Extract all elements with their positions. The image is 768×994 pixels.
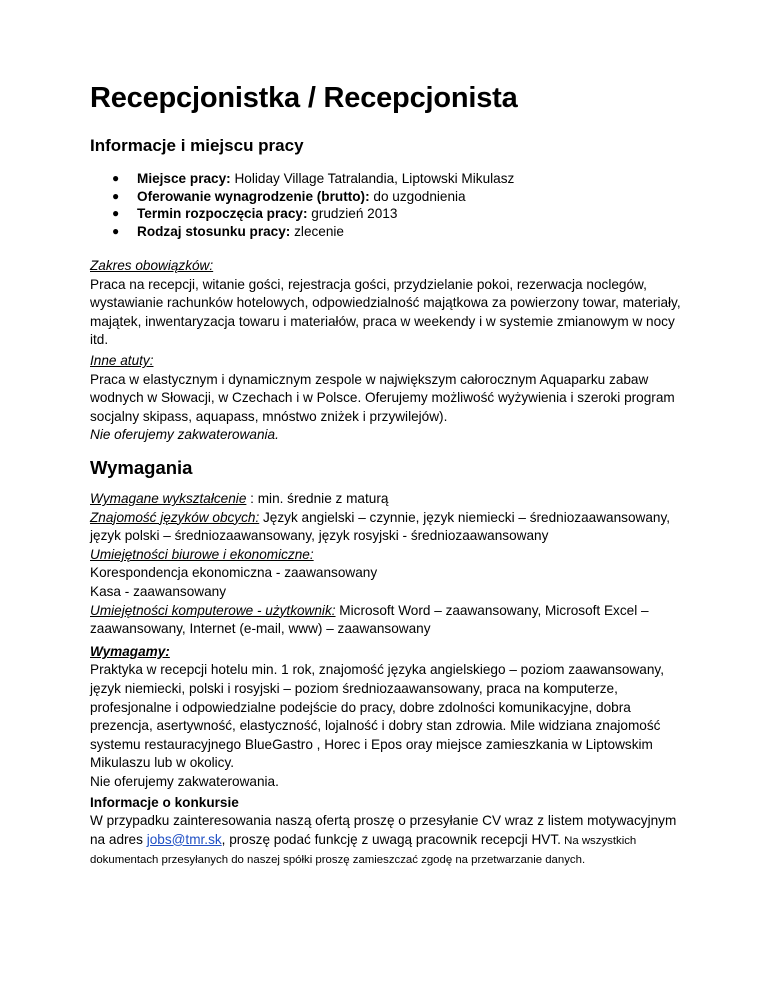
office-line-2: Kasa - zaawansowany bbox=[90, 583, 227, 599]
contest-small-text: Na wszystkich dokumentach przesyłanych do naszej spółki proszę zamieszczać zgodę na przetwarzanie danych. bbox=[90, 834, 637, 867]
bullet-icon: ● bbox=[112, 223, 120, 238]
bullet-icon: ● bbox=[112, 188, 120, 203]
info-label: Miejsce pracy: bbox=[137, 171, 231, 186]
info-list bbox=[90, 170, 514, 240]
list-item bbox=[90, 170, 514, 188]
languages-label: Znajomość języków obcych: bbox=[90, 509, 260, 525]
bullet-icon: ● bbox=[112, 206, 120, 220]
languages-line bbox=[90, 509, 690, 546]
duties-text: Praca na recepcji, witanie gości, rejestracja gości, przydzielanie pokoi, rezerwacja noclegów, wystawianie rachunków hotelowych, odpowiedzialność majątkowa za powierzony towar, materiały, majątek, inwentaryzacja towaru i materiałów, praca w weekendy i w systemie zmianowym w nocy itd. bbox=[90, 276, 681, 348]
required-text: Praktyka w recepcji hotelu min. 1 rok, znajomość języka angielskiego – poziom zaawansowany, język niemiecki, polski i rosyjski – poziom średniozaawansowany, praca na komputerze, profesjonalne i odpowiedzialne podejście do pracy, dobre zdolności komunikacyjne, dobra prezencja, asertywność, elastyczność, lojalność i dobry stan zdrowia. Mile widziana znajomość systemu restauracyjnego BlueGastro , Horec i Epos oray miejsce zamieszkania w Liptowskim Mikulaszu lub w okolicy. bbox=[90, 662, 664, 771]
requirements-block bbox=[90, 490, 690, 870]
section-heading-info: Informacje i miejscu pracy bbox=[90, 136, 304, 155]
info-value: Holiday Village Tatralandia, Liptowski Mikulasz bbox=[230, 171, 515, 186]
required-note: Nie oferujemy zakwaterowania. bbox=[90, 773, 279, 789]
section-heading-requirements: Wymagania bbox=[90, 457, 193, 478]
computer-line bbox=[90, 602, 690, 639]
duties-block bbox=[90, 257, 690, 350]
info-label: Termin rozpoczęcia pracy: bbox=[137, 206, 308, 221]
email-link[interactable]: jobs@tmr.sk bbox=[146, 831, 222, 847]
list-item bbox=[90, 223, 514, 241]
office-line-1: Korespondencja ekonomiczna - zaawansowany bbox=[90, 565, 378, 581]
info-label: Rodzaj stosunku pracy: bbox=[137, 223, 291, 239]
computer-value: Microsoft Word – zaawansowany, Microsoft Excel – zaawansowany, Internet (e-mail, www) – zaawansowany bbox=[90, 602, 649, 637]
bullet-icon: ● bbox=[112, 171, 120, 185]
education-value: : min. średnie z maturą bbox=[246, 491, 389, 506]
info-value: grudzień 2013 bbox=[307, 206, 398, 221]
info-label: Oferowanie wynagrodzenie (brutto): bbox=[137, 188, 370, 204]
assets-block bbox=[90, 352, 690, 445]
assets-text: Praca w elastycznym i dynamicznym zespole w największym całorocznym Aquaparku zabaw wodnych w Słowacji, w Czechach i w Polsce. Oferujemy możliwość wyżywienia i szeroki program socjalny skipass, aquapass, mnóstwo zniżek i przywilejów). bbox=[90, 371, 675, 424]
contest-heading: Informacje o konkursie bbox=[90, 794, 239, 810]
languages-value: Język angielski – czynnie, język niemiecki – średniozaawansowany, język polski – średniozaawansowany, język rosyjski - średniozaawansowany bbox=[90, 509, 671, 544]
computer-label: Umiejętności komputerowe - użytkownik: bbox=[90, 602, 336, 618]
contest-text-after: , proszę podać funkcję z uwagą pracownik recepcji HVT. bbox=[221, 831, 561, 847]
duties-label: Zakres obowiązków: bbox=[90, 258, 214, 273]
contest-text bbox=[90, 812, 690, 870]
education-label: Wymagane wykształcenie bbox=[90, 491, 247, 506]
page-title: Recepcjonistka / Recepcjonista bbox=[90, 82, 518, 114]
education-line bbox=[90, 490, 690, 509]
info-value: do uzgodnienia bbox=[369, 188, 466, 204]
list-item bbox=[90, 205, 514, 223]
assets-label: Inne atuty: bbox=[90, 353, 154, 368]
assets-note: Nie oferujemy zakwaterowania. bbox=[90, 427, 279, 443]
contest-text-before: W przypadku zainteresowania naszą ofertą proszę o przesyłanie CV wraz z listem motywacyjnym na adres bbox=[90, 813, 677, 847]
office-label: Umiejętności biurowe i ekonomiczne: bbox=[90, 546, 314, 562]
list-item bbox=[90, 188, 514, 206]
info-value: zlecenie bbox=[290, 223, 344, 239]
required-label: Wymagamy: bbox=[90, 643, 170, 659]
